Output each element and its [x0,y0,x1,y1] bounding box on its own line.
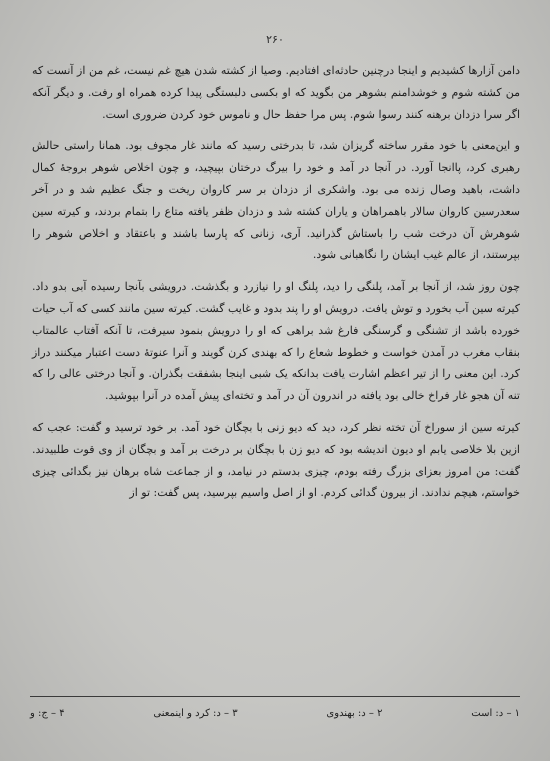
paragraph-2: و این‌معنی با خود مقرر ساخته گریزان شد، تا بدرختی رسید که مانند غار مجوف بود. همانا راستی حالش رهبری کرد، پاانجا آورد. در آنجا در آمد و خود را بیرگ درختان بپیچید، و چون اخلاص شوهر بروجهٔ کمال داشت، باهید وصال زنده می بود. واشکری از دزدان بر سر کاروان ریخت و جنگ عظیم شد و در آخر سعدرسین کاروان سالار باهمراهان و یاران کشته شد و دزدان ظفر یافته متاع را بتمام بردند، و کیرته سین شوهرش آن درخت شب را باستاش گذرانید. آری، زنانی که پارسا باشند و باعتقاد و اخلاص شوهر را بپرستند، از عالم غیب ایشان را نگاهبانی شود. [32,139,520,262]
page-number: ۲۶۰ [266,33,284,46]
footnote-1: ۱ – د: است [471,708,520,719]
paragraph-3: چون روز شد، از آنجا بر آمد، پلنگی را دید، پلنگ او را نیازرد و بگذشت. درویشی بآنجا رسیده آبی بدو داد. کیرته سین آب بخورد و توش یافت. درویش او را پند بدود و غایب گشت. کیرته سین مانند کسی که آب حیات خورده باشد از تشنگی و گرسنگی فارغ شد براهی که او را درویش بنمود سیرفت، تا آنکه آفتاب عالمتاب بنقاب مغرب در آمدن خواست و خطوط شعاع را که بهندی کرن گویند و آنرا عنوتهٔ دست اعتبار میکنند دراز کرد. این معنی را از تیر اعظم اشارت یافت بدانکه یک شبی اینجا بشفقت بگذران. و آنجا درختی عالی را که تنه آن هجو غار فراخ خالی بود یافته در اندرون آن در آمد و تخته‌ای پیش آمده در آنرا بپوشید. [32,280,520,403]
main-text [32,60,520,514]
footnote-divider [30,696,520,697]
footnotes [30,708,520,719]
footnote-2: ۲ – د: بهندوی [326,708,383,719]
paragraph-4: کیرته سین از سوراخ آن تخته نظر کرد، دید که دیو زنی با بچگان خود آمد. بر خود ترسید و گفت: عجب که ازین بلا خلاصی یابم او دیون اندیشه بود که دیو زن با بچگان بر درخت بر آمد و بچگان از وی قوت طلبیدند. گفت: من امروز بعزای بزرگ رفته بودم، چیزی بدستم در نیامد، و از جماعت شاه برهان نیز بگدائی چیزی خواستم، هیچم ندادند. از بیرون گدائی کردم. او از اصل واسیم بپرسید، پس گفت: تو از [32,420,520,500]
footnote-3: ۳ – د: کرد و اینمعنی [153,708,238,719]
footnote-4: ۴ – ج: و [30,708,65,719]
paragraph-1: دامن آزارها کشیدیم و اینجا درچنین حادثه‌ای افتادیم. وصیا از کشته شدن هیچ غم نیست، غم من از آنست که من کشته شوم و خوشدامنم بشوهر من بگوید که او بکسی دلبستگی پیدا کرده همراه او رفت. و دیگر آنکه اگر سرا دزدان برهنه کنند رسوا شوم. پس مرا حفظ حال و ناموس خود کردن ضروری است. [32,64,520,121]
